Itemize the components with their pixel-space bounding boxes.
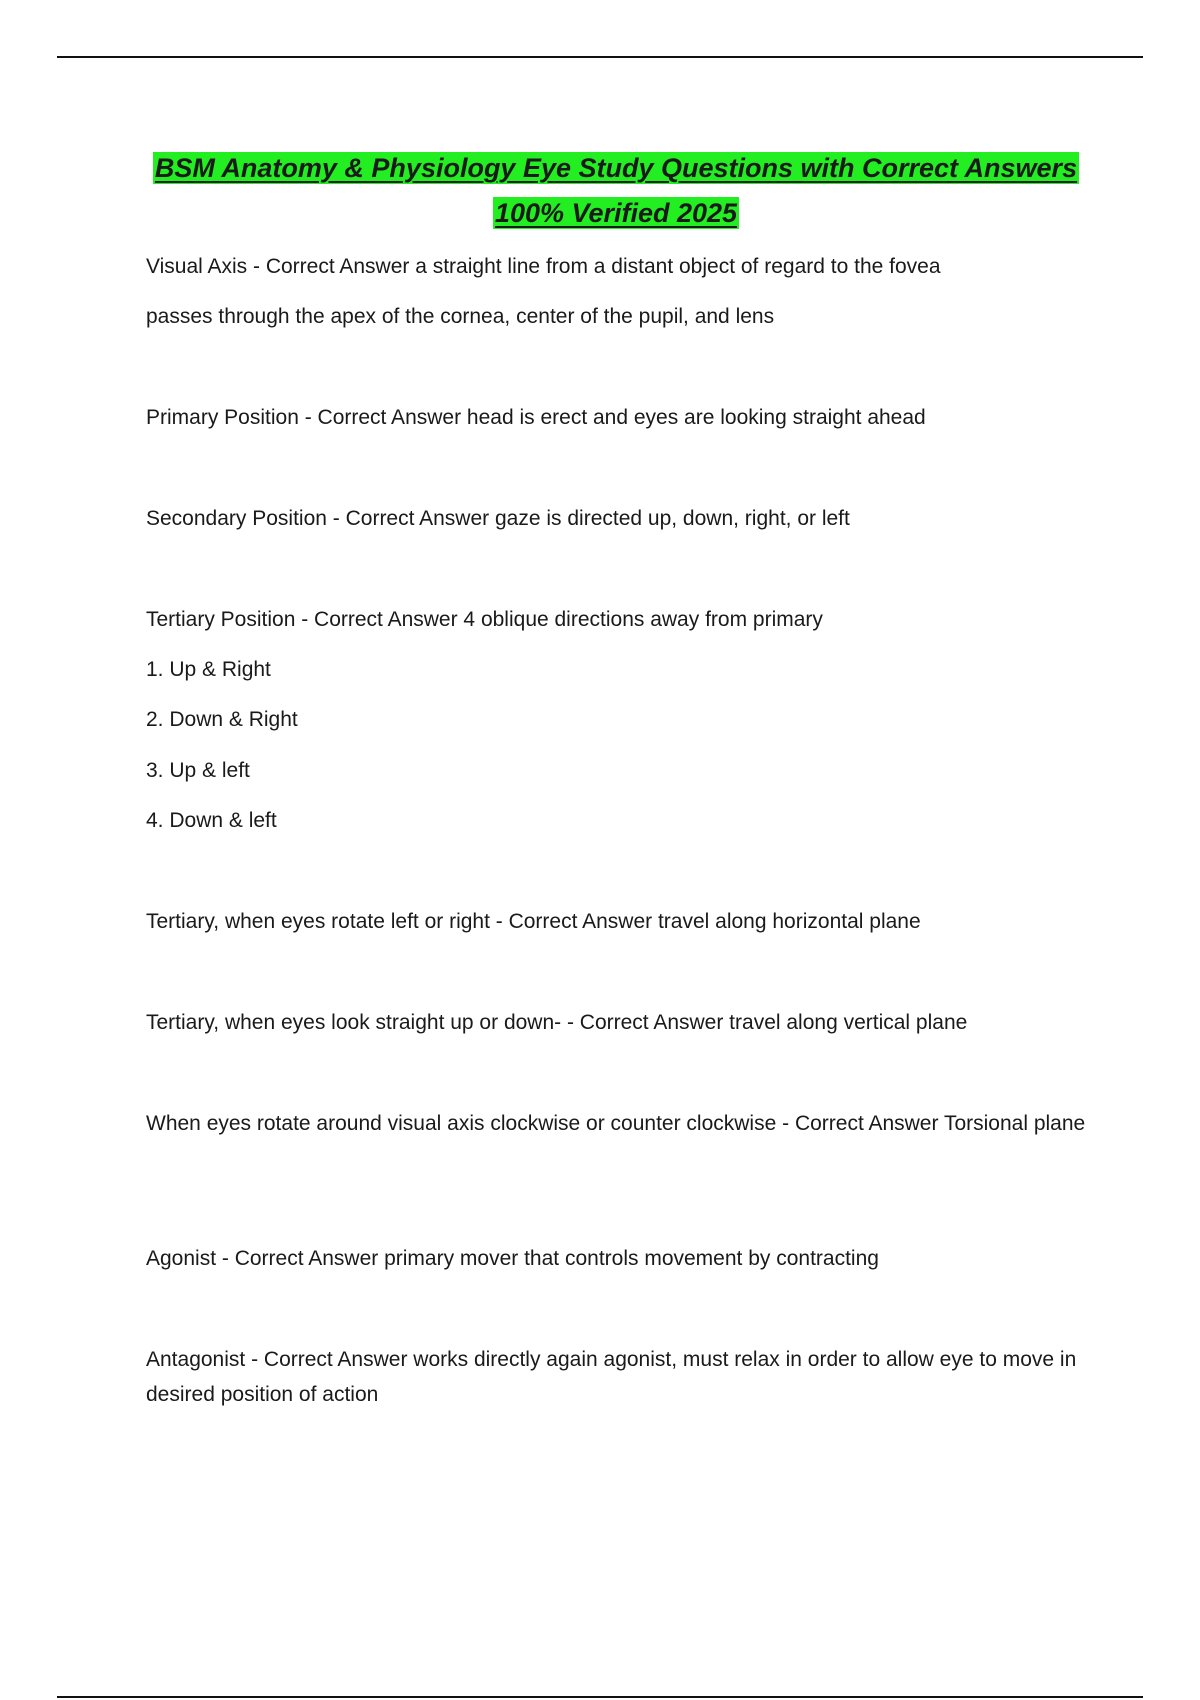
entry-tertiary-vertical: Tertiary, when eyes look straight up or down- - Correct Answer travel along vertical plane — [146, 1011, 968, 1034]
entry-visual-axis-cont: passes through the apex of the cornea, center of the pupil, and lens — [146, 305, 775, 328]
entry-torsional: When eyes rotate around visual axis clockwise or counter clockwise - Correct Answer Torsional plane — [146, 1112, 1086, 1135]
entry-primary-position: Primary Position - Correct Answer head is erect and eyes are looking straight ahead — [146, 406, 926, 429]
list-item: 4. Down & left — [146, 809, 277, 832]
document-title — [146, 146, 1086, 236]
entry-secondary-position: Secondary Position - Correct Answer gaze is directed up, down, right, or left — [146, 507, 850, 530]
entry-tertiary-position: Tertiary Position - Correct Answer 4 oblique directions away from primary — [146, 608, 823, 631]
title-line-1: BSM Anatomy & Physiology Eye Study Questions with Correct Answers — [154, 153, 1078, 183]
bottom-rule — [57, 1696, 1143, 1698]
list-item: 3. Up & left — [146, 759, 250, 782]
entry-agonist: Agonist - Correct Answer primary mover that controls movement by contracting — [146, 1247, 879, 1270]
title-line-2: 100% Verified 2025 — [494, 198, 738, 228]
entry-tertiary-horizontal: Tertiary, when eyes rotate left or right - Correct Answer travel along horizontal plane — [146, 910, 921, 933]
entry-visual-axis: Visual Axis - Correct Answer a straight line from a distant object of regard to the fovea — [146, 255, 941, 278]
top-rule — [57, 56, 1143, 58]
list-item: 2. Down & Right — [146, 708, 298, 731]
entry-antagonist: Antagonist - Correct Answer works directly again agonist, must relax in order to allow eye to move in desired position of action — [146, 1348, 1077, 1406]
list-item: 1. Up & Right — [146, 658, 271, 681]
